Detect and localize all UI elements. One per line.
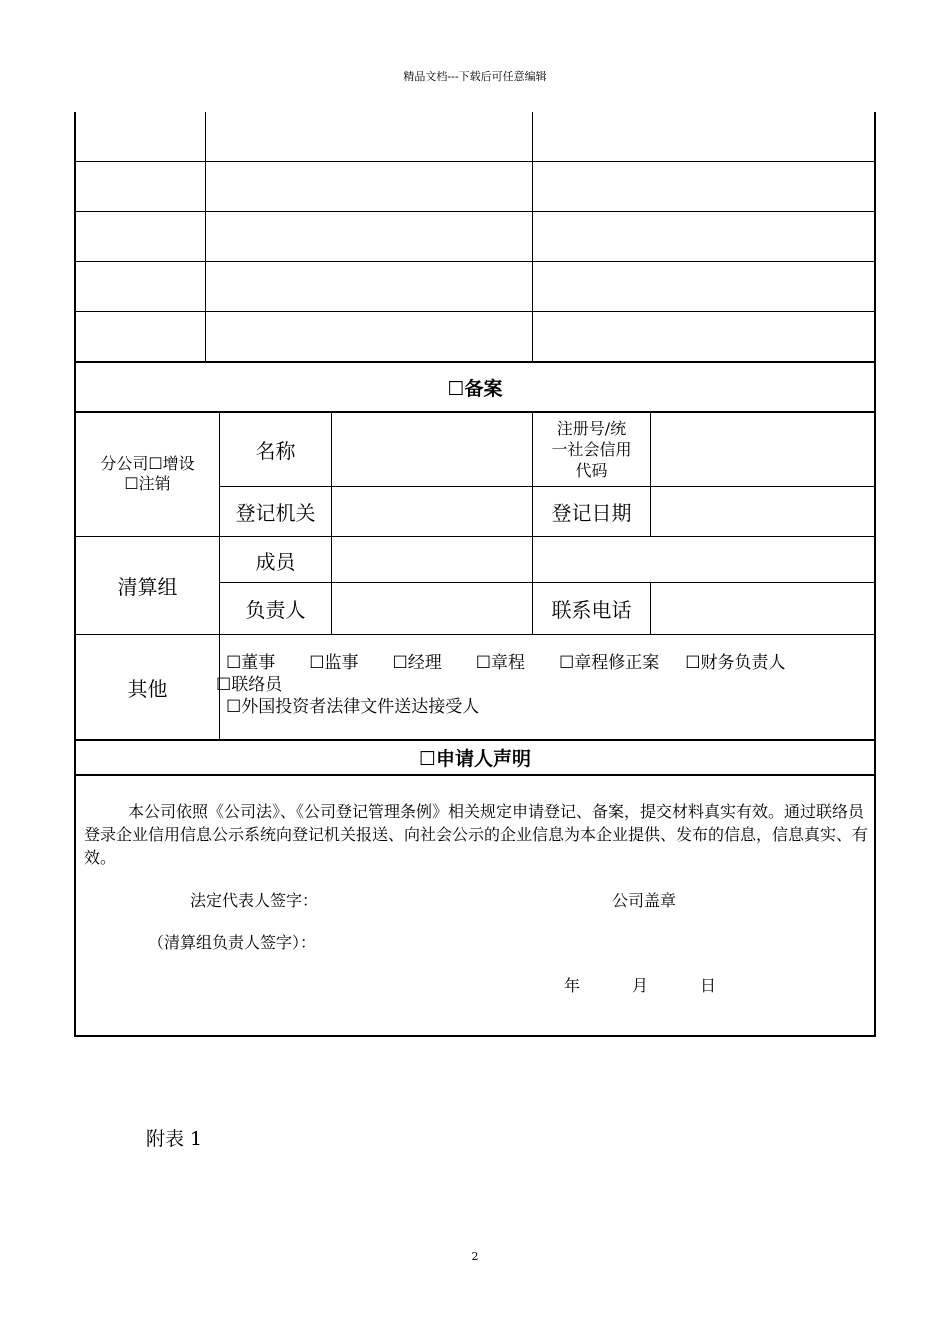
registration-authority-label: 登记机关 (235, 501, 316, 525)
row-divider (76, 211, 874, 212)
declaration-section-title: ☐申请人声明 (418, 748, 532, 770)
members-field[interactable] (332, 537, 874, 583)
annex-title: 附表 1 (146, 1128, 203, 1150)
legal-representative-signature-label: 法定代表人签字： (190, 891, 319, 910)
option-manager[interactable]: ☐经理 (392, 653, 442, 673)
column-divider (532, 112, 533, 361)
branch-office-label: 分公司☐增设 ☐注销 (100, 454, 195, 493)
person-in-charge-label: 负责人 (245, 598, 306, 622)
registration-authority-field[interactable] (332, 487, 532, 536)
year-label: 年 (564, 976, 581, 995)
month-label: 月 (632, 976, 649, 995)
contact-phone-field[interactable] (651, 583, 874, 634)
registration-form-table (74, 112, 876, 1037)
option-supervisor[interactable]: ☐监事 (309, 653, 359, 673)
column-divider (205, 112, 206, 361)
row-divider (76, 311, 874, 312)
other-label: 其他 (127, 676, 168, 701)
liquidation-group-label: 清算组 (117, 575, 178, 599)
name-label: 名称 (255, 439, 296, 463)
other-options (216, 652, 876, 718)
declaration-text: 本公司依照《公司法》、《公司登记管理条例》相关规定申请登记、备案，提交材料真实有效。通过联络员登录企业信用信息公示系统向登记机关报送、向社会公示的企业信息为本企业提供、发布的信息，信息真实、有效。 (84, 802, 869, 867)
option-articles[interactable]: ☐章程 (475, 653, 525, 673)
row-divider (76, 261, 874, 262)
registration-date-field[interactable] (651, 487, 874, 536)
person-in-charge-field[interactable] (332, 583, 532, 634)
option-legal-document-recipient[interactable]: ☐外国投资者法律文件送达接受人 (226, 697, 480, 717)
day-label: 日 (700, 976, 717, 995)
name-field[interactable] (332, 412, 532, 487)
option-articles-amendment[interactable]: ☐章程修正案 (559, 653, 660, 673)
filing-section-title: ☐备案 (447, 377, 503, 400)
registration-number-field[interactable] (651, 412, 874, 487)
page-header: 精品文档---下载后可任意编辑 (403, 70, 547, 83)
contact-phone-label: 联系电话 (551, 598, 632, 622)
registration-number-label: 注册号/统 一社会信用 代码 (551, 419, 632, 480)
option-liaison[interactable]: ☐联络员 (216, 675, 283, 695)
option-director[interactable]: ☐董事 (226, 653, 276, 673)
company-seal-label: 公司盖章 (612, 891, 677, 910)
section-divider (76, 774, 874, 776)
registration-date-label: 登记日期 (551, 501, 632, 525)
liquidation-head-signature-label: （清算组负责人签字）： (148, 933, 317, 952)
members-label: 成员 (255, 549, 296, 574)
page-number: 2 (471, 1250, 479, 1263)
row-divider (76, 161, 874, 162)
option-finance-head[interactable]: ☐财务负责人 (685, 653, 786, 673)
